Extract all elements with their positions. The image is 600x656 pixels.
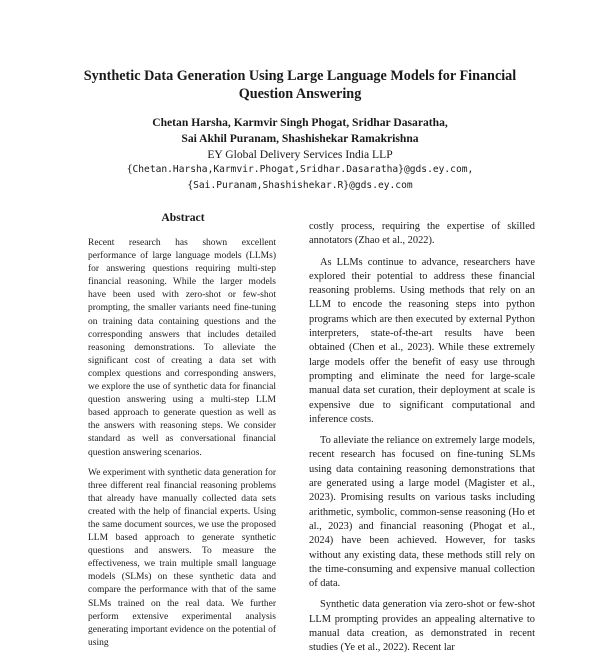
body-paragraph: As LLMs continue to advance, researchers have explored their potential to address these financial reasoning problems. Using methods that rely on an LLM to encode the reasoning steps into python programs which are then executed by external Python interpreters, state-of-the-art results have been obtained (Chen et al., 2023). While these extremely large models offer the benefit of easy use through prompting and eliminate the need for large-scale manual data set curation, their deployment at scale is expensive due to significant computational and inference costs. bbox=[309, 256, 535, 425]
affiliation: EY Global Delivery Services India LLP bbox=[207, 148, 393, 161]
email-line: {Sai.Puranam,Shashishekar.R}@gds.ey.com bbox=[187, 180, 413, 191]
abstract-paragraph: We experiment with synthetic data generation for three different real financial reasoning problems that already have manually collected data sets created with the help of financial experts. Using the same document sources, we use the proposed LLM based approach to generate synthetic questions and answers. To measure the effectiveness, we train multiple small language models (SLMs) on these synthetic data and compare the performance with that of the same SLMs trained on the real data. We further perform extensive experimental analysis generating important evidence on the potential of using bbox=[88, 467, 276, 648]
body-paragraph: Synthetic data generation via zero-shot or few-shot LLM prompting provides an appealing alternative to manual data creation, as demonstrated in recent studies (Ye et al., 2022). Recent lar bbox=[309, 599, 535, 654]
email-line: {Chetan.Harsha,Karmvir.Phogat,Sridhar.Dasaratha}@gds.ey.com, bbox=[126, 164, 474, 175]
author-list bbox=[100, 115, 500, 147]
abstract-body bbox=[88, 237, 276, 650]
author-line: Chetan Harsha, Karmvir Singh Phogat, Sridhar Dasaratha, bbox=[152, 116, 448, 129]
right-column bbox=[309, 220, 535, 656]
email-list bbox=[80, 162, 520, 194]
body-paragraph: To alleviate the reliance on extremely large models, recent research has focused on fine-tuning SLMs using data containing reasoning demonstrations that are generated using a large model (Magister et al., 2023). Promising results on various tasks including arithmetic, symbolic, common-sense reasoning (Ho et al., 2023) and financial reasoning (Phogat et al., 2024) have been achieved. However, for tasks without any existing data, these methods still rely on the time-consuming and expensive manual collection of data. bbox=[309, 435, 535, 590]
abstract-heading: Abstract bbox=[161, 211, 205, 224]
author-line: Sai Akhil Puranam, Shashishekar Ramakrishna bbox=[181, 132, 419, 145]
body-paragraph: costly process, requiring the expertise of skilled annotators (Zhao et al., 2022). bbox=[309, 221, 535, 247]
abstract-paragraph: Recent research has shown excellent performance of large language models (LLMs) for answering questions requiring multi-step financial reasoning. While the larger models have been used with zero-shot or few-shot prompting, the smaller variants need fine-tuning on training data containing questions and the corresponding answers that includes detailed reasoning demonstrations. To alleviate the significant cost of creating a data set with complex questions and corresponding answers, we explore the use of synthetic data for financial question answering using a multi-step LLM based approach to generate question as well as the answers with reasoning steps. We consider standard as well as conversational financial question answering scenarios. bbox=[88, 238, 276, 458]
paper-title: Synthetic Data Generation Using Large Language Models for Financial Question Answering bbox=[83, 68, 517, 102]
